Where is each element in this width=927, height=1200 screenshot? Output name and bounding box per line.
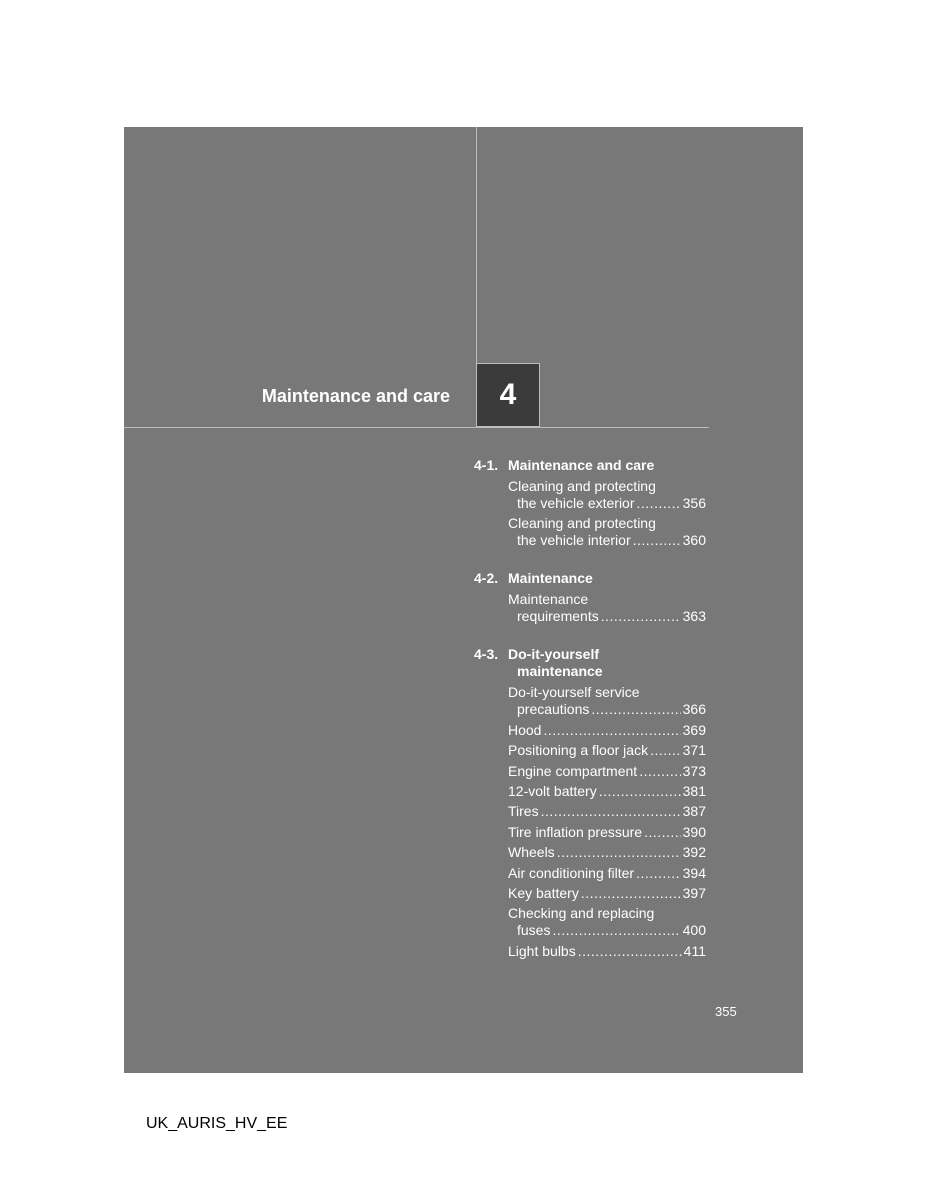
toc-entry[interactable] [508,783,706,800]
entry-text: Wheels [508,844,555,861]
dot-leader [637,495,681,512]
entry-page-number: 369 [682,721,706,738]
entry-page-number: 387 [682,803,706,820]
section-heading [474,646,706,680]
entry-page-number: 360 [682,532,706,549]
chapter-panel [124,127,803,1073]
entry-text: Do-it-yourself service [508,684,640,701]
entry-text: the vehicle interior [517,532,631,549]
entry-text: Light bulbs [508,942,576,959]
entry-text: Tire inflation pressure [508,823,643,840]
section-title-line: maintenance [517,663,603,680]
toc-section [474,570,706,625]
toc-entry[interactable] [508,684,706,718]
toc-entry[interactable] [508,763,706,780]
entry-text: precautions [517,701,590,718]
page-number: 355 [715,1004,737,1019]
dot-leader [552,922,680,939]
entry-page-number: 363 [682,608,706,625]
dot-leader [639,763,680,780]
toc-entry[interactable] [508,885,706,902]
toc-entry[interactable] [508,865,706,882]
entry-page-number: 397 [682,884,706,901]
dot-leader [581,885,681,902]
section-heading [474,457,706,474]
toc-entry[interactable] [508,824,706,841]
entry-page-number: 366 [682,701,706,718]
toc-entry[interactable] [508,943,706,960]
entry-text: Checking and replacing [508,905,655,922]
dot-leader [601,608,681,625]
dot-leader [650,742,681,759]
entry-text: Cleaning and protecting [508,515,656,532]
section-number: 4-1. [474,457,499,473]
entry-line [508,742,706,759]
entry-line [508,532,706,549]
entry-line [508,763,706,780]
entry-page-number: 394 [682,864,706,881]
entry-line [508,701,706,718]
dot-leader [557,844,681,861]
entry-page-number: 356 [682,495,706,511]
entry-page-number: 373 [682,762,706,779]
entry-line [508,608,706,625]
entry-text: Engine compartment [508,762,638,779]
entry-line [508,922,706,939]
entry-text: Key battery [508,884,579,901]
chapter-number-box: 4 [476,363,540,427]
section-heading [474,570,706,587]
toc-entry[interactable] [508,803,706,820]
dot-leader [633,532,681,549]
toc-section [474,646,706,959]
toc-section [474,457,706,549]
entry-page-number: 390 [682,823,706,840]
document-code: UK_AURIS_HV_EE [146,1115,288,1132]
dot-leader [599,783,681,800]
dot-leader [541,803,681,820]
section-title-line: Maintenance [508,570,593,587]
toc-entry[interactable] [508,844,706,861]
section-title [508,457,706,474]
entry-text: requirements [517,608,599,625]
entry-text: Tires [508,803,539,820]
entry-text: Positioning a floor jack [508,742,649,759]
entry-text: Air conditioning filter [508,864,635,881]
dot-leader [636,865,681,882]
entry-line [508,885,706,902]
dot-leader [543,722,680,739]
entry-text: the vehicle exterior [517,495,635,511]
entry-line [508,722,706,739]
section-title-line: Do-it-yourself [508,646,599,663]
toc-entry[interactable] [508,742,706,759]
toc-entry[interactable] [508,591,706,625]
entry-text: Cleaning and protecting [508,478,656,494]
entry-line [508,803,706,820]
entry-page-number: 411 [683,942,706,959]
horizontal-divider [124,427,709,428]
chapter-title: Maintenance and care [261,386,450,406]
entry-line [508,495,706,512]
toc-entry[interactable] [508,905,706,939]
entry-text: Maintenance [508,591,589,608]
entry-page-number: 400 [682,922,706,939]
entry-line [508,844,706,861]
entry-line [508,824,706,841]
toc-entry[interactable] [508,515,706,549]
entry-page-number: 371 [682,742,706,759]
section-title [508,646,706,680]
entry-line [508,865,706,882]
entry-page-number: 381 [682,782,706,799]
vertical-divider [476,127,477,363]
dot-leader [578,943,682,960]
entry-page-number: 392 [682,844,706,861]
section-number: 4-3. [474,646,499,663]
entry-text: fuses [517,922,551,939]
entry-text: Hood [508,721,542,738]
dot-leader [591,701,680,718]
dot-leader [644,824,681,841]
section-title-line: Maintenance and care [508,457,655,473]
entry-line [508,943,706,960]
toc-entry[interactable] [508,722,706,739]
toc-entry[interactable] [508,478,706,512]
section-title [508,570,706,587]
entry-line [508,783,706,800]
entry-text: 12-volt battery [508,782,597,799]
section-number: 4-2. [474,570,499,587]
table-of-contents [474,457,706,981]
